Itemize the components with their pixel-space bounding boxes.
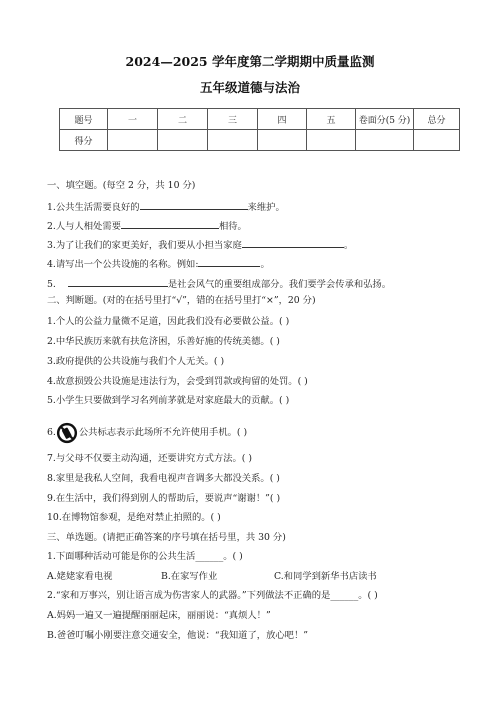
option-b[interactable]: B.在家写作业: [161, 571, 218, 582]
question-text: 1.公共生活需要良好的: [47, 202, 140, 213]
header-cell: 题号: [60, 109, 108, 130]
score-cell[interactable]: [356, 130, 414, 151]
choice-question-1-options: [47, 571, 377, 583]
score-table: [59, 108, 460, 151]
judge-question-4: 4.故意损毁公共设施是违法行为，会受到罚款或拘留的处罚。( ): [47, 376, 308, 387]
judge-question-6: [47, 421, 247, 445]
judge-question-7: 7.与父母不仅要主动沟通，还要讲究方式方法。( ): [47, 453, 253, 464]
option-c[interactable]: C.和同学到新华书店读书: [274, 571, 377, 582]
section2-heading: 二、判断题。(对的在括号里打“√”，错的在括号里打“×”，20 分): [47, 295, 316, 306]
fill-question-4: [47, 256, 270, 271]
fill-question-2: [47, 218, 247, 233]
header-cell: 二: [158, 109, 208, 130]
section3-heading: 三、单选题。(请把正确答案的序号填在括号里，共 30 分): [47, 532, 286, 543]
exam-subject: 五年级道德与法治: [199, 80, 300, 95]
question-text: 来维护。: [247, 202, 285, 213]
answer-blank[interactable]: [68, 276, 168, 287]
section1-heading: 一、填空题。(每空 2 分，共 10 分): [47, 180, 196, 191]
score-cell[interactable]: [307, 130, 356, 151]
score-table-header-row: [60, 109, 460, 130]
header-cell: 总分: [414, 109, 460, 130]
exam-title: 2024—2025 学年度第二学期期中质量监测: [125, 54, 375, 69]
question-text: 相待。: [218, 221, 247, 232]
option-a[interactable]: A.姥姥家看电视: [47, 571, 113, 582]
header-cell: 四: [258, 109, 307, 130]
score-cell[interactable]: [414, 130, 460, 151]
header-cell: 三: [208, 109, 258, 130]
score-table-score-row: [60, 130, 460, 151]
answer-blank[interactable]: [242, 237, 344, 248]
question-text: 。: [260, 259, 270, 270]
answer-blank[interactable]: [121, 218, 219, 229]
choice-question-1: 1.下面哪种活动可能是你的公共生活______。( ): [47, 551, 243, 562]
choice-question-2-option-a[interactable]: A.妈妈一遍又一遍提醒丽丽起床，丽丽说：“真烦人！”: [47, 610, 271, 621]
question-text: 4.请写出一个公共设施的名称。例如:: [47, 259, 199, 270]
no-phone-icon: [56, 422, 78, 444]
judge-question-9: 9.在生活中，我们得到别人的帮助后，要说声“谢谢！”( ): [47, 493, 281, 504]
judge-question-1: 1.个人的公益力量微不足道，因此我们没有必要做公益。( ): [47, 316, 290, 327]
header-cell: 一: [108, 109, 158, 130]
question-text: 5.: [47, 279, 56, 290]
question-text: 2.人与人相处需要: [47, 221, 121, 232]
header-cell: 五: [307, 109, 356, 130]
question-number: 6.: [47, 427, 56, 438]
judge-question-3: 3.政府提供的公共设施与我们个人无关。( ): [47, 356, 225, 367]
score-cell[interactable]: [208, 130, 258, 151]
choice-question-2-option-b[interactable]: B.爸爸叮嘱小刚要注意交通安全，他说：“我知道了，放心吧！”: [47, 630, 309, 641]
fill-question-3: [47, 237, 353, 252]
question-text: 是社会风气的重要组成部分。我们要学会传承和弘扬。: [167, 279, 392, 290]
answer-blank[interactable]: [140, 199, 248, 210]
score-label-cell: 得分: [60, 130, 108, 151]
question-text: 。: [343, 240, 354, 251]
choice-question-2: 2.“家和万事兴，别让语言成为伤害家人的武器。”下列做法不正确的是______。( ): [47, 590, 378, 601]
fill-question-5: [47, 276, 391, 291]
judge-question-8: 8.家里是我私人空间，我看电视声音调多大都没关系。( ): [47, 473, 280, 484]
score-cell[interactable]: [108, 130, 158, 151]
fill-question-1: [47, 199, 285, 214]
question-text: 公共标志表示此场所不允许使用手机。( ): [78, 427, 248, 438]
judge-question-5: 5.小学生只要做到学习名列前茅就是对家庭最大的贡献。( ): [47, 395, 290, 406]
judge-question-2: 2.中华民族历来就有扶危济困，乐善好施的传统美德。( ): [47, 336, 280, 347]
judge-question-10: 10.在博物馆参观，是绝对禁止拍照的。( ): [47, 512, 221, 523]
question-text: 3.为了让我们的家更美好，我们要从小担当家庭: [47, 240, 242, 251]
score-cell[interactable]: [158, 130, 208, 151]
header-cell: 卷面分(5 分): [356, 109, 414, 130]
score-cell[interactable]: [258, 130, 307, 151]
answer-blank[interactable]: [198, 256, 260, 267]
